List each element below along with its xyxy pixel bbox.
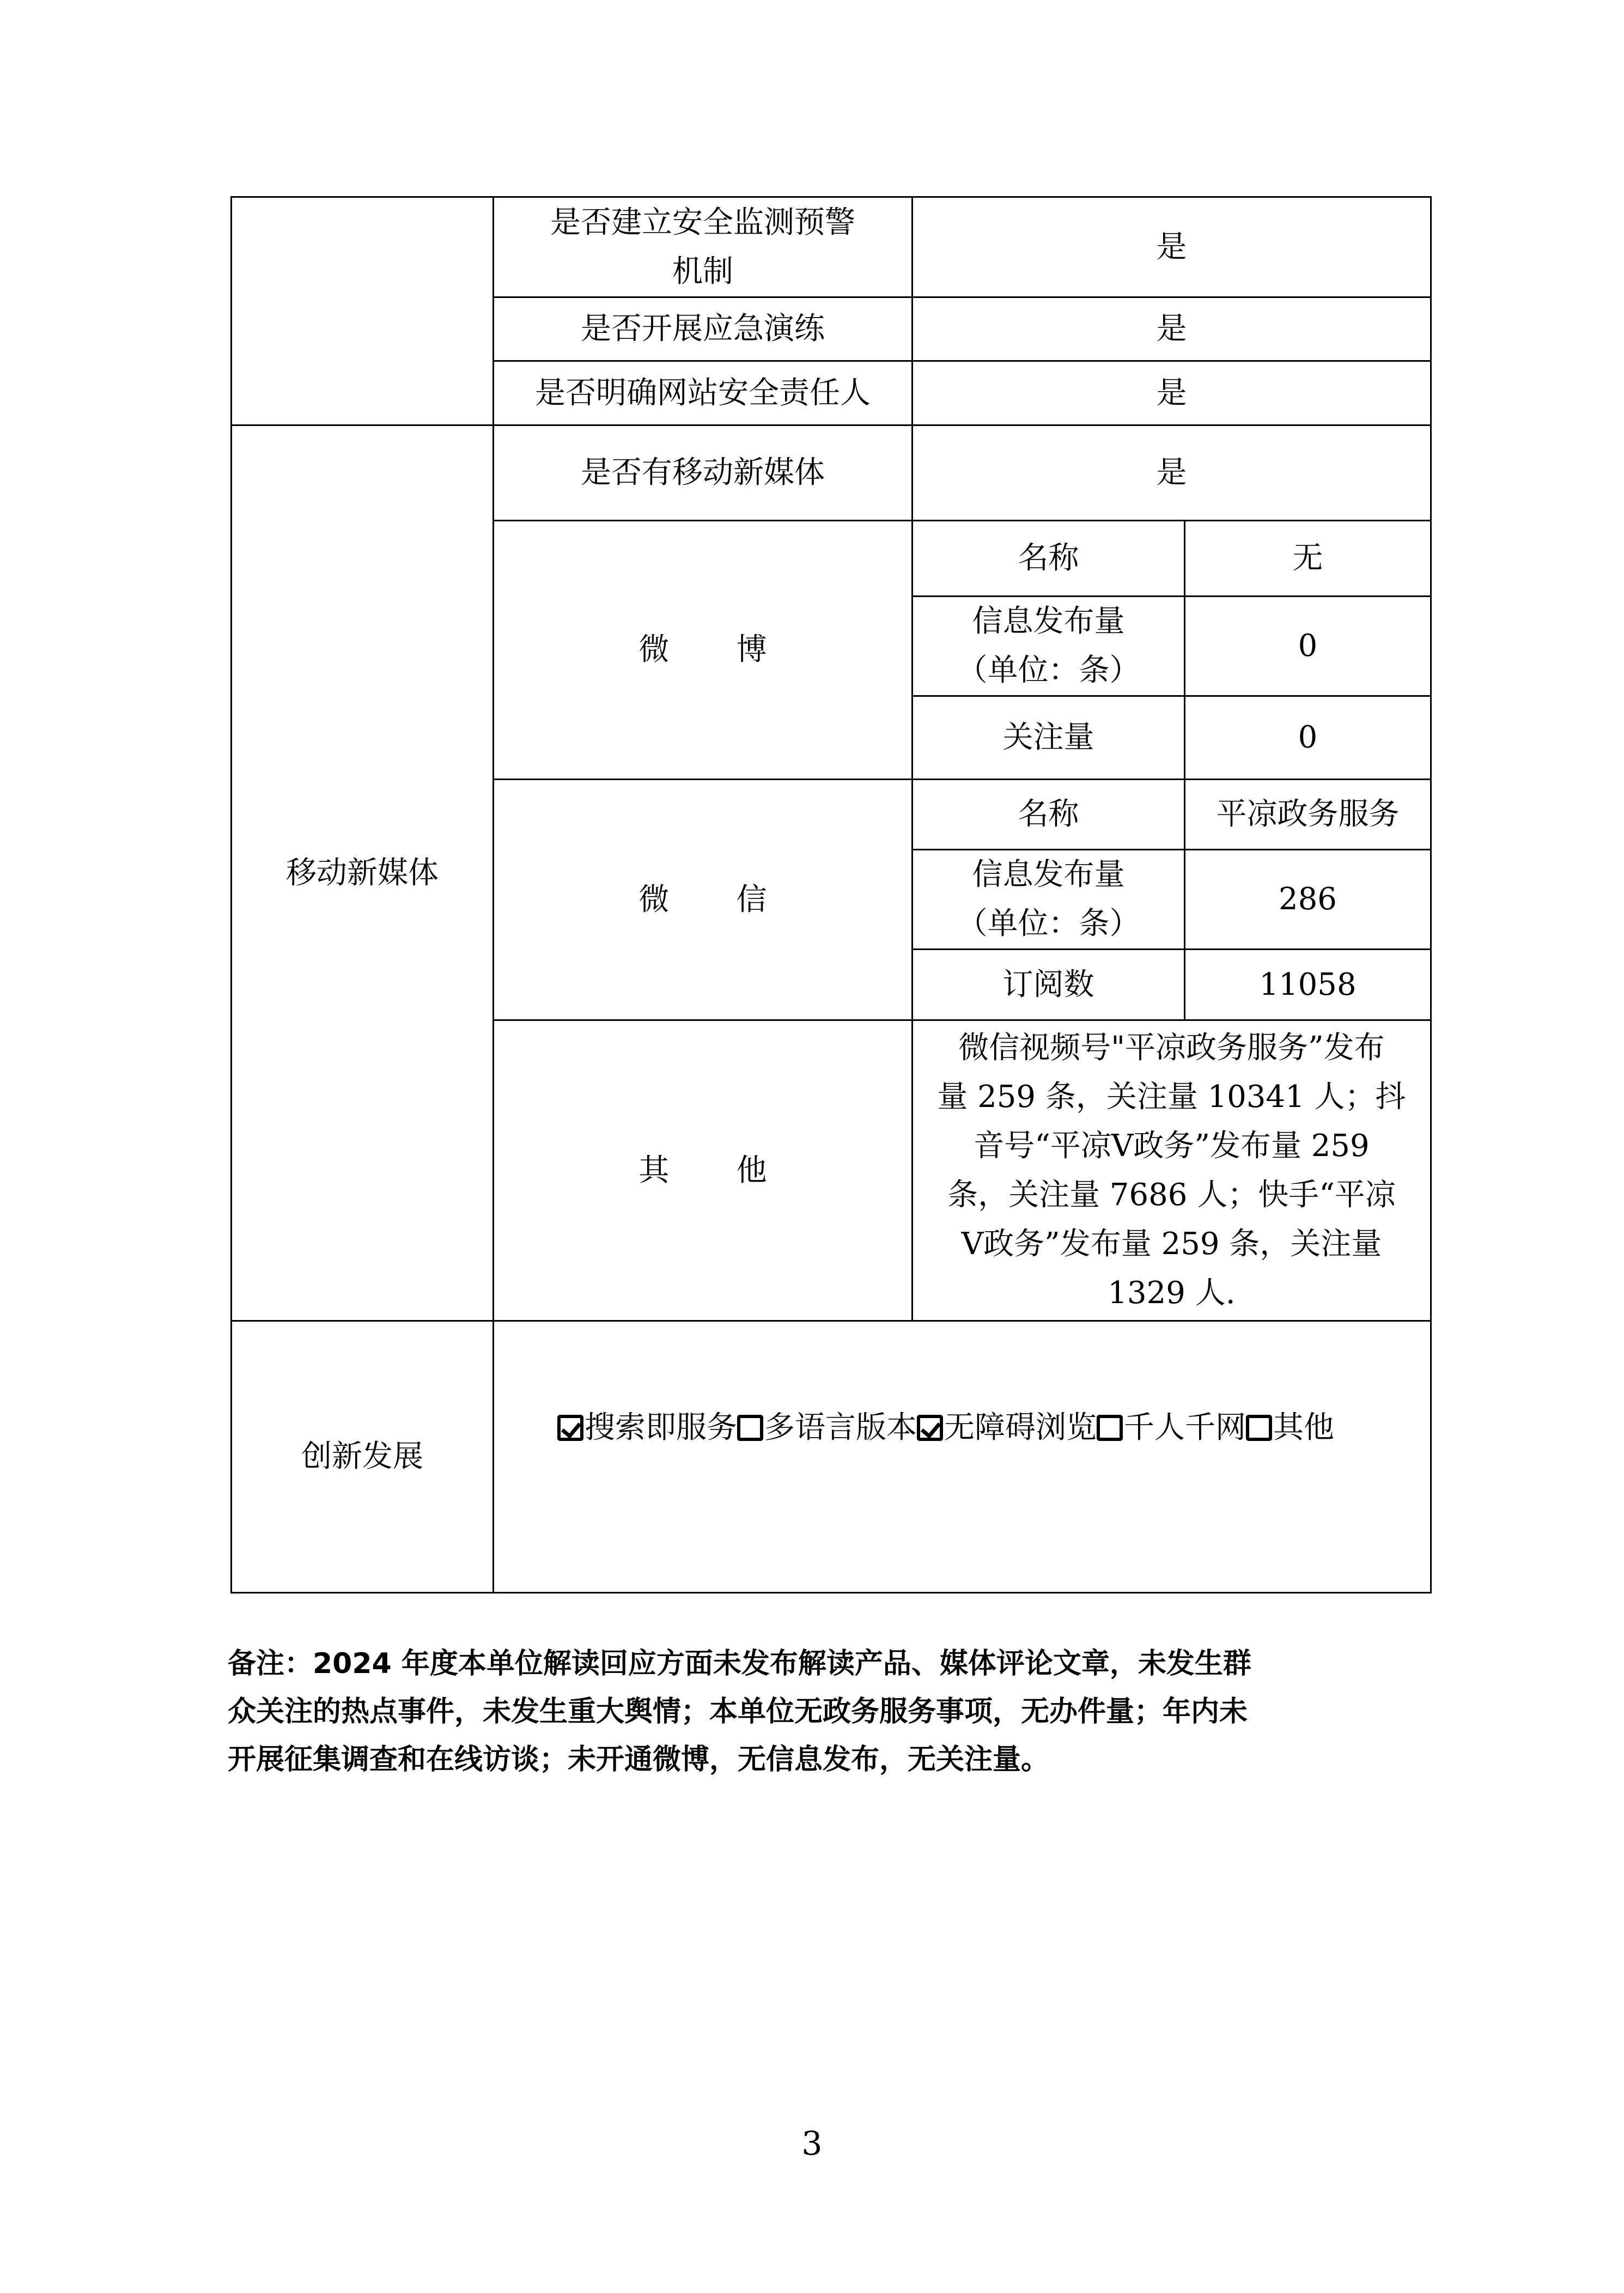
option-label: 搜索即服务 [585,1410,737,1445]
wechat-subs-label: 订阅数 [911,948,1185,1021]
weibo-follow-label: 关注量 [911,695,1185,780]
checkbox-unchecked-icon[interactable] [1097,1415,1123,1441]
checkbox-unchecked-icon[interactable] [737,1415,763,1441]
other-value: 微信视频号"平凉政务服务”发布 量 259 条，关注量 10341 人；抖 音号“平凉Ⅴ政务”发布量 259 条，关注量 7686 人；快手“平凉 Ⅴ政务”发布量 259 条，关注量 1329 人. [911,1019,1432,1322]
option-label: 多语言版本 [764,1410,917,1445]
weibo-posts-label: 信息发布量 （单位：条） [911,595,1185,697]
other-label: 其他 [492,1019,913,1322]
weibo-label: 微博 [492,520,913,780]
weibo-name-label: 名称 [911,520,1185,597]
security-row-value: 是 [911,296,1432,362]
weibo-posts-value: 0 [1184,595,1432,697]
has-mobile-media-value: 是 [911,424,1432,521]
security-row-value: 是 [911,196,1432,298]
option-label: 其他 [1273,1410,1334,1445]
security-row-value: 是 [911,360,1432,426]
page-number: 3 [801,2125,823,2163]
wechat-posts-label: 信息发布量 （单位：条） [911,849,1185,950]
checkbox-unchecked-icon[interactable] [1246,1415,1272,1441]
weibo-name-value: 无 [1184,520,1432,597]
security-row-label: 是否开展应急演练 [492,296,913,362]
wechat-posts-value: 286 [1184,849,1432,950]
security-row-label: 是否明确网站安全责任人 [492,360,913,426]
has-mobile-media-label: 是否有移动新媒体 [492,424,913,521]
innovation-options-cell [492,1320,1432,1593]
option-label: 千人千网 [1124,1410,1246,1445]
wechat-name-label: 名称 [911,778,1185,850]
option-label: 无障碍浏览 [944,1410,1097,1445]
checkbox-checked-icon[interactable] [557,1415,583,1441]
security-category-cell [230,196,494,426]
security-row-label: 是否建立安全监测预警 机制 [492,196,913,298]
checkbox-checked-icon[interactable] [917,1415,943,1441]
wechat-subs-value: 11058 [1184,948,1432,1021]
weibo-follow-value: 0 [1184,695,1432,780]
innovation-category: 创新发展 [230,1320,494,1593]
innovation-options [557,1403,1334,1452]
remark-note: 备注：2024 年度本单位解读回应方面未发布解读产品、媒体评论文章，未发生群 众关注的热点事件，未发生重大舆情；本单位无政务服务事项，无办件量；年内未 开展征集调查和在线访谈；未开通微博，无信息发布，无关注量。 [228,1647,1251,1776]
wechat-label: 微信 [492,778,913,1021]
mobile-media-category: 移动新媒体 [230,424,494,1322]
wechat-name-value: 平凉政务服务 [1184,778,1432,850]
